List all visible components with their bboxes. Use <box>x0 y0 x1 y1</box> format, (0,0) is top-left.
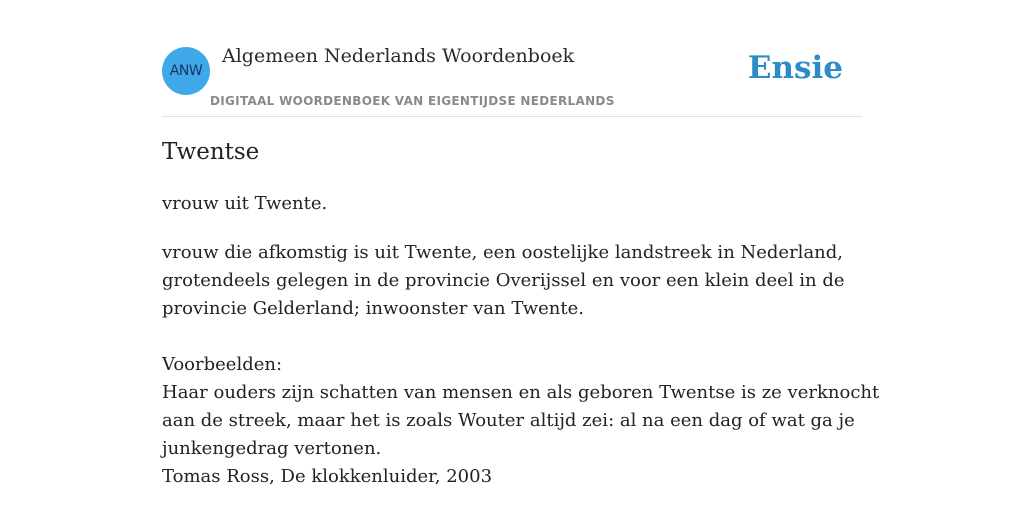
spacer <box>162 323 862 351</box>
examples-label: Voorbeelden: <box>162 354 283 375</box>
site-header <box>162 0 862 117</box>
entry-headword: Twentse <box>162 139 260 165</box>
example-line: Haar ouders zijn schatten van mensen en als geboren Twentse is ze verknocht <box>162 382 880 403</box>
definition-body <box>162 239 880 491</box>
ensie-brand-link[interactable]: Ensie <box>747 50 843 86</box>
example-line: aan de streek, maar het is zoals Wouter altijd zei: al na een dag of wat ga je <box>162 410 855 431</box>
short-definition: vrouw uit Twente. <box>162 193 328 214</box>
example-line: junkengedrag vertonen. <box>162 438 382 459</box>
example-source: Tomas Ross, De klokkenluider, 2003 <box>162 466 493 487</box>
page <box>162 0 880 512</box>
site-subtitle: DIGITAAL WOORDENBOEK VAN EIGENTIJDSE NEDERLANDS <box>210 94 615 108</box>
anw-logo[interactable]: ANW <box>162 47 210 95</box>
definition-line: vrouw die afkomstig is uit Twente, een oostelijke landstreek in Nederland, <box>162 242 844 263</box>
definition-line: provincie Gelderland; inwoonster van Twente. <box>162 298 584 319</box>
site-title[interactable]: Algemeen Nederlands Woordenboek <box>222 45 575 67</box>
definition-line: grotendeels gelegen in de provincie Overijssel en voor een klein deel in de <box>162 270 845 291</box>
